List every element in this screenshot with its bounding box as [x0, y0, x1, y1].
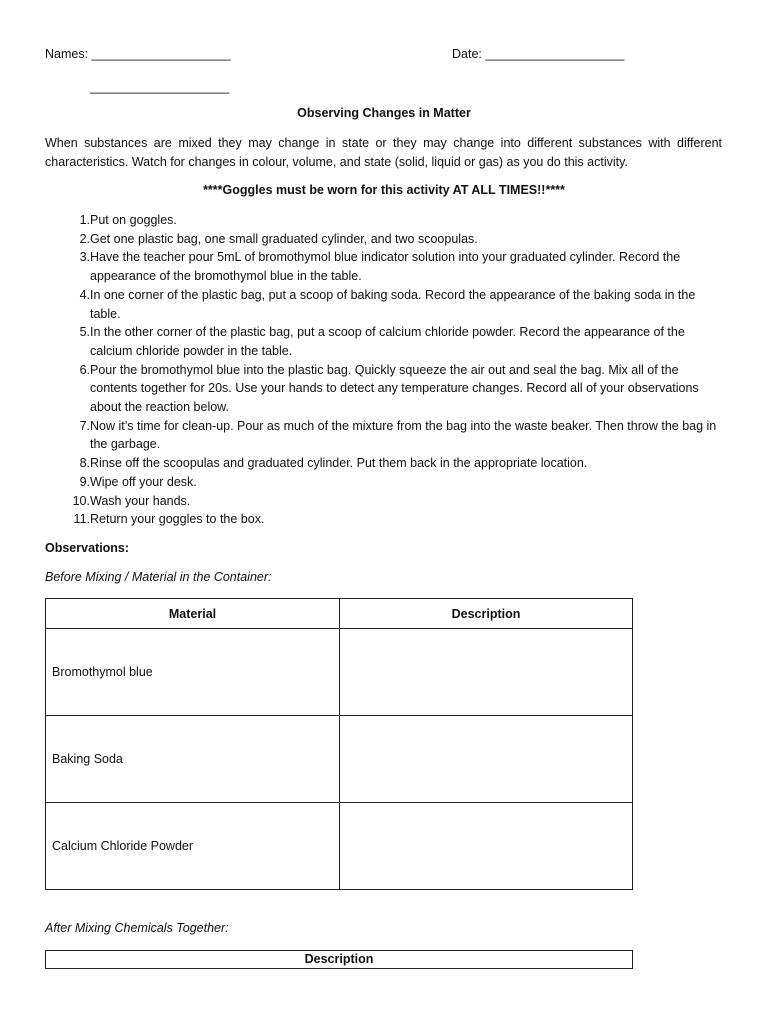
- description-cell[interactable]: [340, 716, 633, 803]
- step-text: Wipe off your desk.: [90, 474, 197, 489]
- step-text: Get one plastic bag, one small graduated cylinder, and two scoopulas.: [90, 231, 478, 246]
- step-item: [45, 417, 725, 454]
- table-header-row: [46, 951, 633, 969]
- step-text: In the other corner of the plastic bag, put a scoop of calcium chloride powder. Record the appearance of the calcium chloride powder in the table.: [90, 325, 685, 358]
- material-cell: Baking Soda: [46, 716, 340, 803]
- names-blank-second: ____________________: [90, 80, 230, 94]
- step-number: 10.: [72, 493, 90, 508]
- observations-heading: Observations:: [45, 541, 130, 555]
- materials-table: [45, 598, 633, 890]
- step-text: Pour the bromothymol blue into the plastic bag. Quickly squeeze the air out and seal the bag. Mix all of the contents together for 20s. Use your hands to detect any temperature changes. Record all of your observations about the reaction below.: [90, 362, 699, 415]
- table-row: [46, 803, 633, 890]
- step-number: 3.: [79, 250, 90, 265]
- step-text: Have the teacher pour 5mL of bromothymol blue indicator solution into your graduated cylinder. Record the appearance of the bromothymol blue in the table.: [90, 250, 681, 284]
- step-number: 4.: [79, 287, 90, 302]
- names-blank: ____________________: [91, 47, 231, 61]
- safety-note: ****Goggles must be worn for this activity AT ALL TIMES!!****: [203, 183, 565, 197]
- column-header-material: Material: [46, 599, 340, 629]
- step-item: [45, 286, 725, 323]
- step-item: [45, 492, 725, 511]
- step-number: 5.: [79, 325, 90, 340]
- step-number: 2.: [79, 231, 90, 246]
- column-header-description: Description: [340, 599, 633, 629]
- step-number: 1.: [79, 213, 90, 227]
- step-text: Put on goggles.: [90, 213, 177, 227]
- names-label: Names:: [45, 47, 89, 61]
- step-item: [45, 230, 725, 249]
- step-item: [45, 473, 725, 492]
- table-header-row: [46, 599, 633, 629]
- after-mixing-table: [45, 950, 633, 969]
- step-text: Rinse off the scoopulas and graduated cylinder. Put them back in the appropriate location.: [90, 456, 588, 471]
- description-cell[interactable]: [340, 629, 633, 716]
- date-field: [452, 47, 624, 61]
- step-item: [45, 248, 725, 285]
- material-cell: Bromothymol blue: [46, 629, 340, 716]
- material-cell: Calcium Chloride Powder: [46, 803, 340, 890]
- table-row: [46, 716, 633, 803]
- names-field: [45, 47, 231, 61]
- description-cell[interactable]: [340, 803, 633, 890]
- step-item: [45, 510, 725, 529]
- step-number: 8.: [79, 456, 90, 471]
- date-label: Date:: [452, 47, 482, 61]
- step-text: Wash your hands.: [90, 493, 191, 508]
- table-row: [46, 629, 633, 716]
- column-header-description: Description: [46, 951, 633, 969]
- step-number: 11.: [73, 512, 90, 527]
- page-title: Observing Changes in Matter: [297, 106, 471, 120]
- step-item: [45, 323, 725, 360]
- step-item: [45, 454, 725, 473]
- intro-paragraph: When substances are mixed they may change in state or they may change into different substances with different characteristics. Watch for changes in colour, volume, and state (solid, liquid or gas) as you do this activity.: [45, 136, 722, 169]
- step-number: 9.: [79, 474, 90, 489]
- step-text: In one corner of the plastic bag, put a scoop of baking soda. Record the appearance of the baking soda in the table.: [90, 287, 696, 321]
- after-mixing-label: After Mixing Chemicals Together:: [45, 921, 229, 935]
- step-text: Return your goggles to the box.: [90, 512, 265, 527]
- date-blank: ____________________: [485, 47, 625, 61]
- step-text: Now it’s time for clean-up. Pour as much of the mixture from the bag into the waste beaker. Then throw the bag in the garbage.: [90, 418, 717, 452]
- procedure-steps: [45, 211, 725, 529]
- step-number: 6.: [79, 362, 90, 377]
- step-item: [45, 361, 725, 417]
- before-mixing-label: Before Mixing / Material in the Container:: [45, 570, 272, 584]
- step-item: [45, 211, 725, 230]
- step-number: 7.: [79, 418, 90, 433]
